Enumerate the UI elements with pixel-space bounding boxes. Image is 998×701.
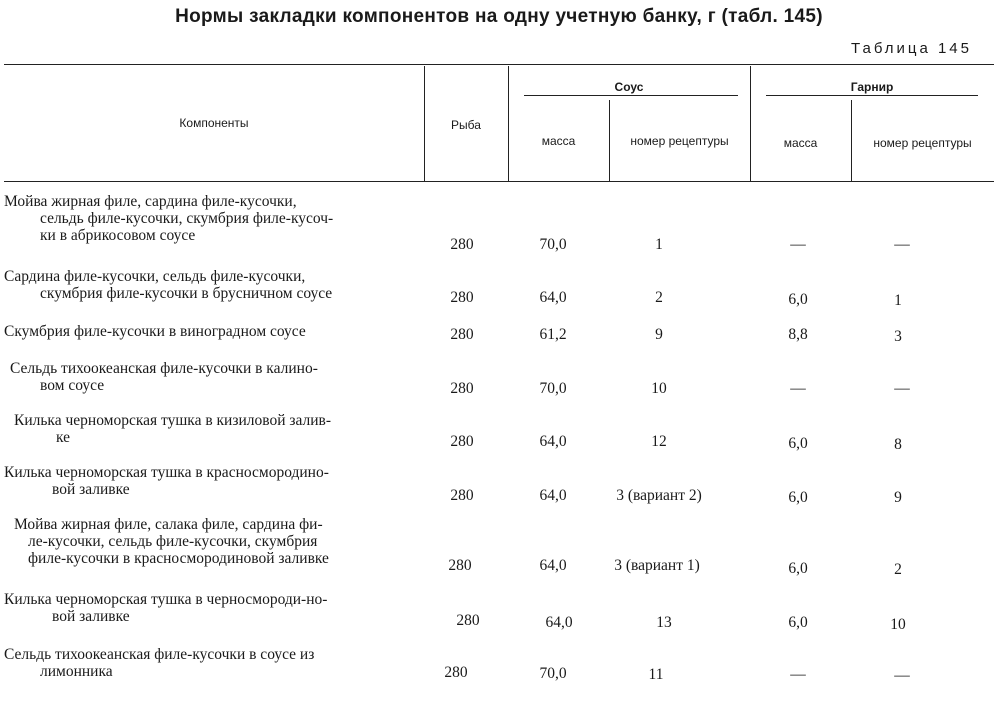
cell-garnish-recipe: —	[894, 667, 910, 684]
cell-garnish-mass: 6,0	[788, 435, 808, 452]
cell-fish: 280	[444, 664, 468, 681]
cell-sauce-mass: 61,2	[539, 326, 567, 343]
component-line: ке	[56, 429, 71, 446]
cell-sauce-recipe: 3 (вариант 2)	[616, 487, 702, 504]
cell-garnish-recipe: 10	[890, 616, 906, 633]
cell-garnish-mass: 6,0	[788, 489, 808, 506]
cell-sauce-recipe: 3 (вариант 1)	[614, 557, 700, 574]
cell-sauce-recipe: 2	[655, 289, 663, 306]
cell-fish: 280	[450, 289, 474, 306]
component-line: Сельдь тихоокеанская филе-кусочки в калино-	[10, 360, 318, 377]
component-line: вой заливке	[52, 481, 130, 498]
cell-garnish-mass: —	[790, 380, 806, 397]
component-line: Мойва жирная филе, сардина филе-кусочки,	[4, 193, 297, 210]
component-line: Килька черноморская тушка в красносмородино-	[4, 464, 329, 481]
header-garnish-recipe: номер рецептуры	[873, 136, 972, 150]
cell-garnish-mass: —	[790, 666, 806, 683]
component-line: Мойва жирная филе, салака филе, сардина фи-	[14, 516, 323, 533]
component-line: лимонника	[40, 663, 113, 680]
cell-fish: 280	[450, 326, 474, 343]
page-title: Нормы закладки компонентов на одну учетную банку, г (табл. 145)	[175, 6, 823, 27]
component-line: скумбрия филе-кусочки в брусничном соусе	[40, 285, 333, 302]
garnish-group-rule	[766, 95, 978, 96]
component-line: сельдь филе-кусочки, скумбрия филе-кусоч-	[40, 210, 334, 227]
table-header-rule	[4, 181, 994, 182]
table-row-component	[4, 646, 418, 680]
table-row-component	[4, 193, 418, 244]
header-sauce-recipe: номер рецептуры	[630, 134, 729, 148]
cell-garnish-recipe: 2	[894, 561, 902, 578]
table-top-rule	[4, 64, 994, 65]
cell-garnish-recipe: 1	[894, 292, 902, 309]
component-line: Скумбрия филе-кусочки в виноградном соусе	[4, 323, 306, 340]
component-line: Килька черноморская тушка в кизиловой залив-	[14, 412, 332, 429]
cell-garnish-mass: —	[790, 236, 806, 253]
cell-sauce-recipe: 13	[656, 614, 672, 631]
cell-fish: 280	[456, 612, 480, 629]
table-row-component	[4, 412, 418, 446]
cell-sauce-mass: 70,0	[539, 665, 567, 682]
cell-sauce-recipe: 1	[655, 236, 663, 253]
table-label: Таблица 145	[850, 40, 972, 57]
table-row-component	[4, 516, 418, 567]
cell-sauce-mass: 64,0	[539, 289, 567, 306]
cell-fish: 280	[450, 487, 474, 504]
component-line: вой заливке	[52, 608, 130, 625]
table-row-component	[4, 360, 418, 394]
cell-sauce-mass: 70,0	[539, 236, 567, 253]
cell-fish: 280	[448, 557, 472, 574]
cell-garnish-recipe: 9	[894, 489, 902, 506]
cell-garnish-mass: 6,0	[788, 291, 808, 308]
sauce-group-rule	[524, 95, 738, 96]
component-line: филе-кусочки в красносмородиновой заливке	[28, 550, 329, 567]
component-line: Сельдь тихоокеанская филе-кусочки в соусе из	[4, 646, 315, 663]
cell-garnish-mass: 6,0	[788, 614, 808, 631]
table-row-component	[4, 591, 418, 625]
cell-sauce-mass: 64,0	[545, 614, 573, 631]
cell-garnish-recipe: 3	[894, 328, 902, 345]
header-sauce: Соус	[614, 80, 644, 94]
table-row-component	[4, 268, 418, 302]
cell-sauce-mass: 70,0	[539, 380, 567, 397]
component-line: Килька черноморская тушка в черносмороди-но-	[4, 591, 328, 608]
component-line: ле-кусочки, сельдь филе-кусочки, скумбрия	[28, 533, 318, 550]
header-garnish: Гарнир	[850, 80, 894, 94]
table-row-component	[4, 464, 418, 498]
header-garnish-mass: масса	[783, 136, 818, 150]
header-sauce-mass: масса	[541, 134, 576, 148]
cell-sauce-mass: 64,0	[539, 487, 567, 504]
cell-sauce-mass: 64,0	[539, 557, 567, 574]
cell-fish: 280	[450, 236, 474, 253]
component-line: вом соусе	[40, 377, 105, 394]
cell-sauce-recipe: 12	[651, 433, 667, 450]
cell-garnish-recipe: —	[894, 380, 910, 397]
component-line: ки в абрикосовом соусе	[40, 227, 196, 244]
cell-garnish-recipe: 8	[894, 436, 902, 453]
cell-garnish-mass: 6,0	[788, 560, 808, 577]
cell-sauce-recipe: 9	[655, 326, 663, 343]
component-line: Сардина филе-кусочки, сельдь филе-кусочки,	[4, 268, 306, 285]
table-row-component	[4, 323, 418, 340]
header-fish: Рыба	[451, 118, 481, 132]
header-components: Компоненты	[179, 116, 249, 130]
cell-fish: 280	[450, 380, 474, 397]
cell-sauce-mass: 64,0	[539, 433, 567, 450]
cell-garnish-mass: 8,8	[788, 326, 808, 343]
cell-garnish-recipe: —	[894, 236, 910, 253]
cell-sauce-recipe: 11	[648, 666, 664, 683]
cell-sauce-recipe: 10	[651, 380, 667, 397]
cell-fish: 280	[450, 433, 474, 450]
